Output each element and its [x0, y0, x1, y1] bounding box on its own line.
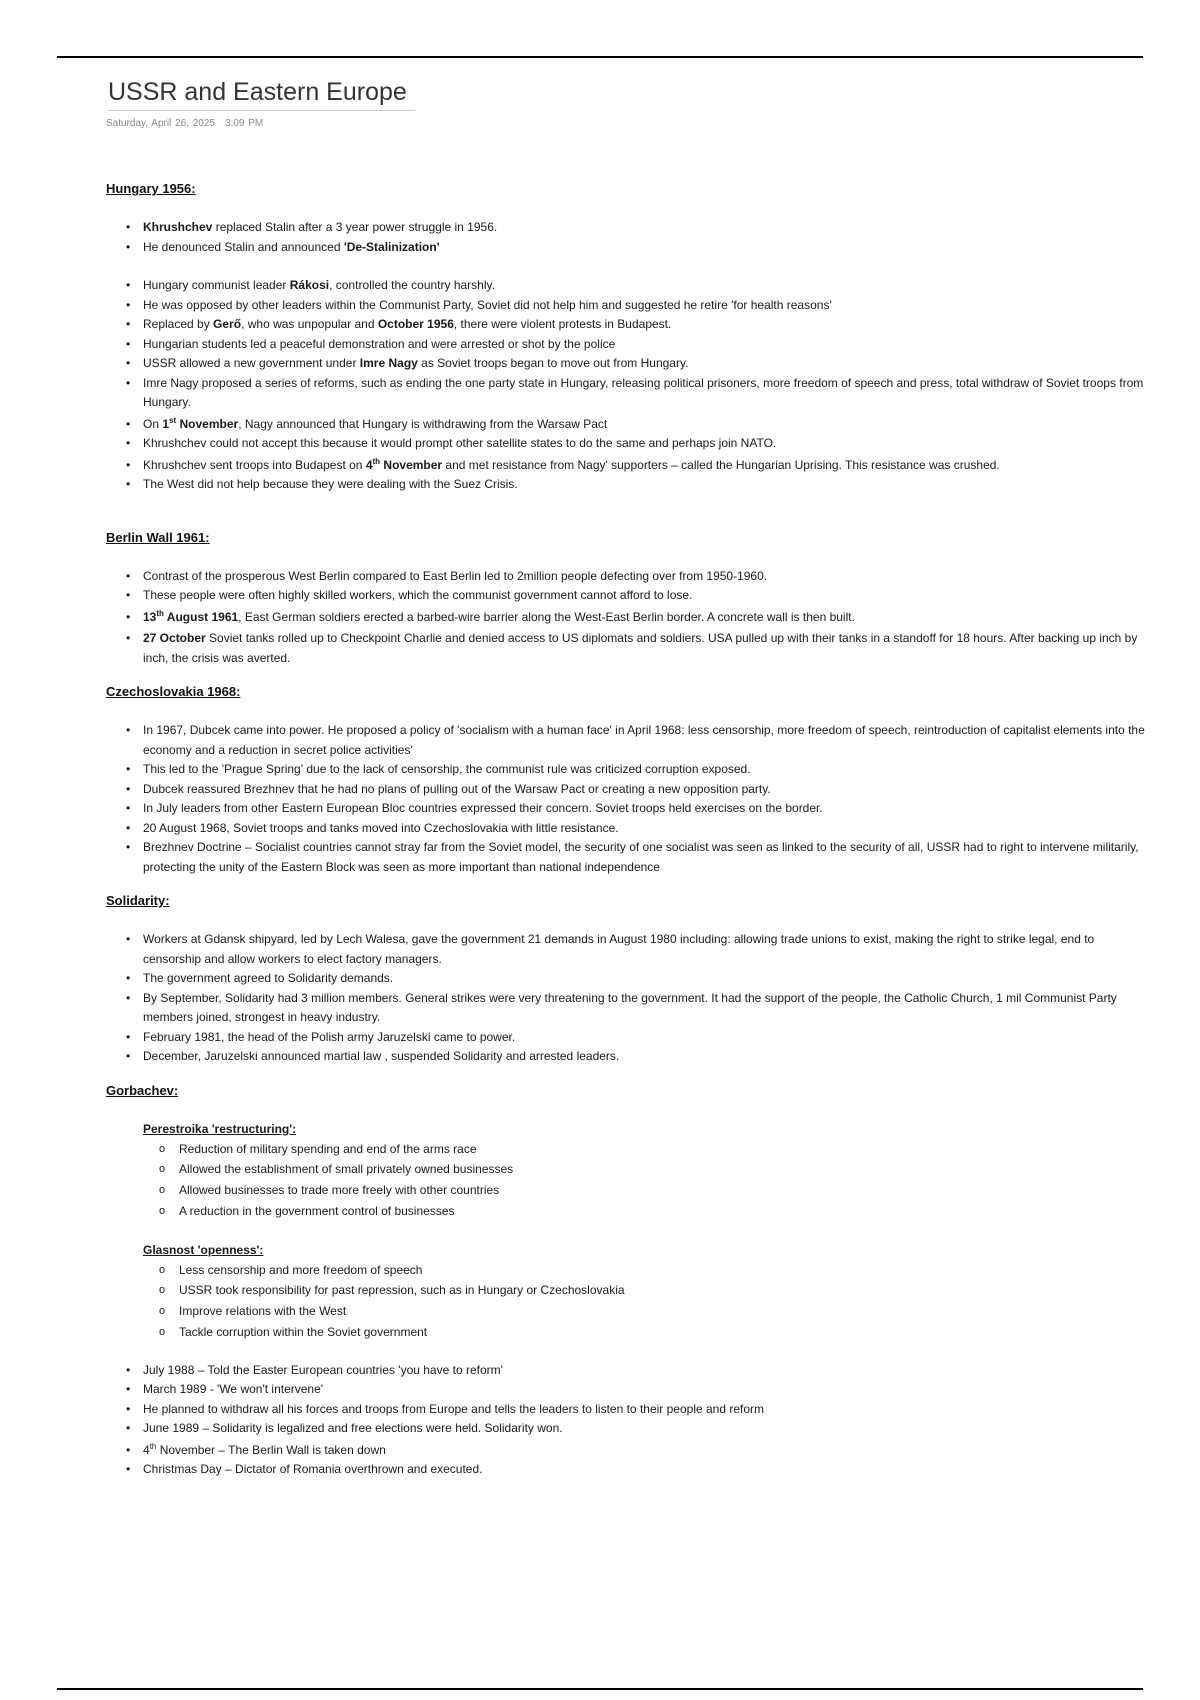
list-item: • USSR allowed a new government under Imre Nagy as Soviet troops began to move out from Hungary. — [106, 354, 1146, 374]
list-item: o A reduction in the government control of businesses — [106, 1201, 1146, 1222]
list-item: • In 1967, Dubcek came into power. He proposed a policy of 'socialism with a human face' in April 1968: less censorship, more freedom of speech, reintroduction of capitalist elements into the economy and a reduction in secret police activities' — [106, 721, 1146, 760]
page-time: 3:09 PM — [225, 118, 264, 129]
list-item: • Imre Nagy proposed a series of reforms, such as ending the one party state in Hungary, releasing political prisoners, more freedom of speech and press, total withdraw of Soviet troops from Hungary. — [106, 374, 1146, 413]
list-item: • 4th November – The Berlin Wall is taken down — [106, 1441, 1146, 1461]
list-item: • December, Jaruzelski announced martial law , suspended Solidarity and arrested leaders. — [106, 1047, 1146, 1067]
section-heading-gorbachev: Gorbachev: — [106, 1082, 179, 1098]
list-item: o Reduction of military spending and end of the arms race — [106, 1139, 1146, 1160]
gorbachev-events-list — [106, 1361, 1146, 1480]
section-heading-hungary: Hungary 1956: — [106, 181, 196, 196]
list-item: • Christmas Day – Dictator of Romania overthrown and executed. — [106, 1460, 1146, 1480]
list-item: • July 1988 – Told the Easter European countries 'you have to reform' — [106, 1361, 1146, 1381]
note-page — [106, 78, 1146, 1480]
list-item: • Replaced by Gerő, who was unpopular and October 1956, there were violent protests in Budapest. — [106, 315, 1146, 335]
list-item: o Tackle corruption within the Soviet government — [106, 1322, 1146, 1343]
solidarity-list — [106, 930, 1146, 1067]
page-date: Saturday, April 26, 2025 — [106, 118, 215, 129]
list-item: • The government agreed to Solidarity demands. — [106, 969, 1146, 989]
list-item: • February 1981, the head of the Polish army Jaruzelski came to power. — [106, 1028, 1146, 1048]
section-heading-czechoslovakia: Czechoslovakia 1968: — [106, 684, 241, 699]
list-item: • Workers at Gdansk shipyard, led by Lech Walesa, gave the government 21 demands in August 1980 including: allowing trade unions to exist, making the right to strike legal, end to censorship and allow workers to elect factory managers. — [106, 930, 1146, 969]
list-item: • Contrast of the prosperous West Berlin compared to East Berlin led to 2million people defecting over from 1950-1960. — [106, 567, 1146, 587]
page-title[interactable]: USSR and Eastern Europe — [108, 78, 415, 111]
list-item: o Less censorship and more freedom of speech — [106, 1260, 1146, 1281]
list-item: • He planned to withdraw all his forces and troops from Europe and tells the leaders to listen to their people and reform — [106, 1400, 1146, 1420]
subheading-glasnost: Glasnost 'openness': — [143, 1242, 264, 1257]
list-item: • Hungary communist leader Rákosi, controlled the country harshly. — [106, 276, 1146, 296]
list-item: • Brezhnev Doctrine – Socialist countries cannot stray far from the Soviet model, the security of one socialist was seen as linked to the security of all, USSR had to right to intervene militarily, protecting the unity of the Eastern Block was seen as more important than national independence — [106, 838, 1146, 877]
top-rule — [57, 56, 1143, 58]
glasnost-list — [106, 1260, 1146, 1343]
list-item: • On 1st November, Nagy announced that Hungary is withdrawing from the Warsaw Pact — [106, 415, 1146, 435]
list-item: o Allowed the establishment of small privately owned businesses — [106, 1159, 1146, 1180]
list-item: • June 1989 – Solidarity is legalized and free elections were held. Solidarity won. — [106, 1419, 1146, 1439]
list-item: • This led to the 'Prague Spring' due to the lack of censorship, the communist rule was criticized corruption exposed. — [106, 760, 1146, 780]
hungary-list-1 — [106, 218, 1146, 257]
list-item: o Allowed businesses to trade more freely with other countries — [106, 1180, 1146, 1201]
perestroika-list — [106, 1139, 1146, 1222]
section-heading-solidarity: Solidarity: — [106, 893, 170, 908]
list-item: • Khrushchev could not accept this because it would prompt other satellite states to do the same and perhaps join NATO. — [106, 434, 1146, 454]
list-item: • Dubcek reassured Brezhnev that he had no plans of pulling out of the Warsaw Pact or creating a new opposition party. — [106, 780, 1146, 800]
list-item: • March 1989 - 'We won't intervene' — [106, 1380, 1146, 1400]
list-item: • These people were often highly skilled workers, which the communist government cannot afford to lose. — [106, 586, 1146, 606]
section-heading-berlin: Berlin Wall 1961: — [106, 529, 210, 545]
list-item: o Improve relations with the West — [106, 1301, 1146, 1322]
list-item: • In July leaders from other Eastern European Bloc countries expressed their concern. Soviet troops held exercises on the border. — [106, 799, 1146, 819]
bottom-rule — [57, 1688, 1143, 1690]
list-item: • 13th August 1961, East German soldiers erected a barbed-wire barrier along the West-East Berlin border. A concrete wall is then built. — [106, 608, 1146, 628]
list-item: • Khrushchev replaced Stalin after a 3 year power struggle in 1956. — [106, 218, 1146, 238]
list-item: • The West did not help because they were dealing with the Suez Crisis. — [106, 475, 1146, 495]
berlin-list — [106, 567, 1146, 669]
list-item: • By September, Solidarity had 3 million members. General strikes were very threatening to the government. It had the support of the people, the Catholic Church, 1 mil Communist Party members joined, strongest in heavy industry. — [106, 989, 1146, 1028]
czech-list — [106, 721, 1146, 877]
list-item: • He was opposed by other leaders within the Communist Party, Soviet did not help him and suggested he retire 'for health reasons' — [106, 296, 1146, 316]
list-item: • 27 October Soviet tanks rolled up to Checkpoint Charlie and denied access to US diplomats and soldiers. USA pulled up with their tanks in a standoff for 18 hours. After backing up inch by inch, the crisis was averted. — [106, 629, 1146, 668]
list-item: • He denounced Stalin and announced 'De-Stalinization' — [106, 238, 1146, 258]
hungary-list-2 — [106, 276, 1146, 495]
list-item: • 20 August 1968, Soviet troops and tanks moved into Czechoslovakia with little resistance. — [106, 819, 1146, 839]
list-item: o USSR took responsibility for past repression, such as in Hungary or Czechoslovakia — [106, 1280, 1146, 1301]
list-item: • Khrushchev sent troops into Budapest on 4th November and met resistance from Nagy' supporters – called the Hungarian Uprising. This resistance was crushed. — [106, 456, 1146, 476]
subheading-perestroika: Perestroika 'restructuring': — [143, 1121, 297, 1136]
page-meta — [106, 118, 1146, 129]
list-item: • Hungarian students led a peaceful demonstration and were arrested or shot by the police — [106, 335, 1146, 355]
